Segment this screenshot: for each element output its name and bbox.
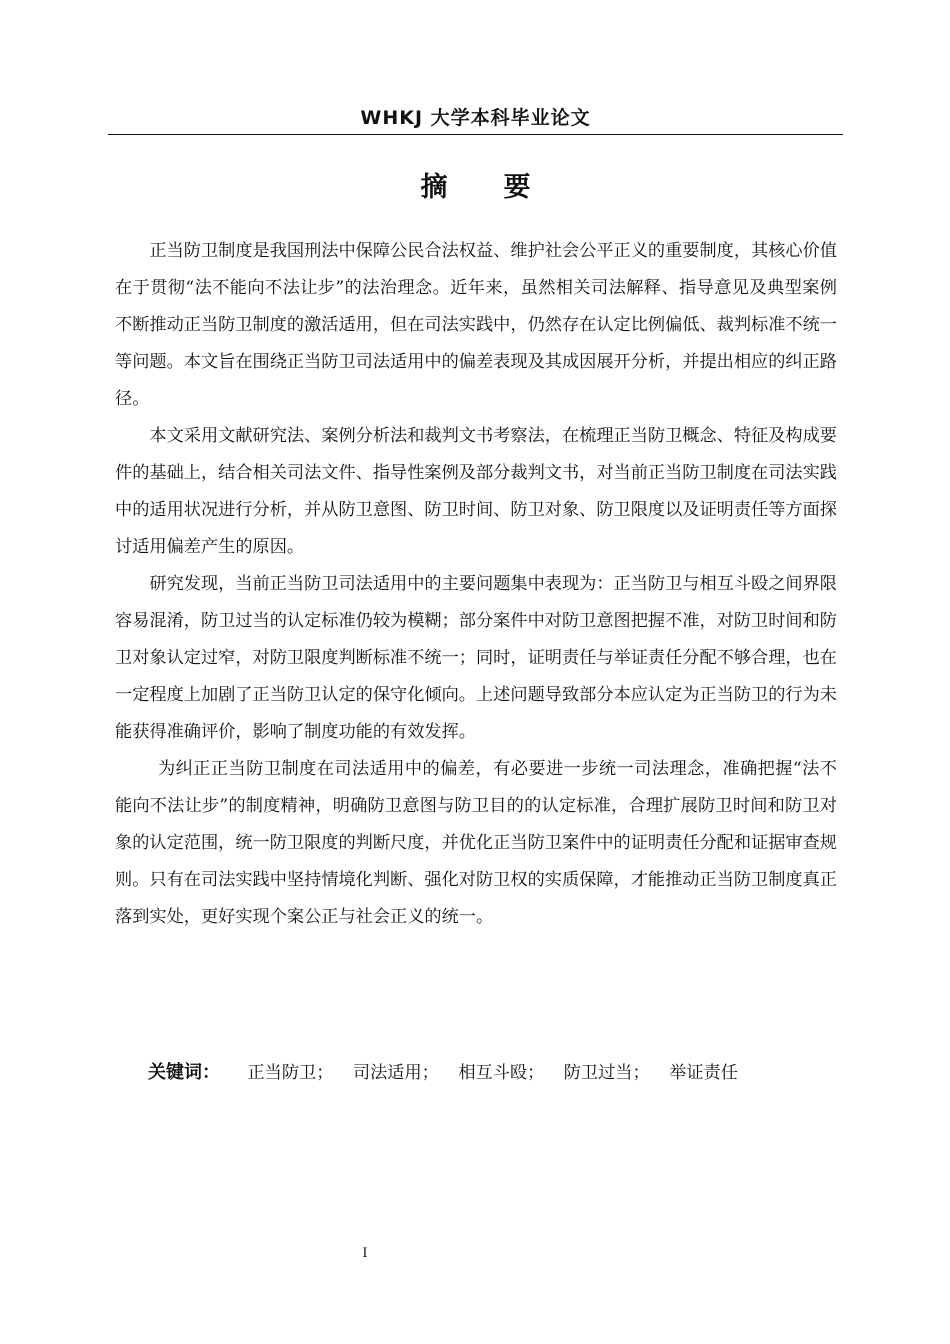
abstract-paragraph: 正当防卫制度是我国刑法中保障公民合法权益、维护社会公平正义的重要制度，其核心价值在于贯彻“法不能向不法让步”的法治理念。近年来，虽然相关司法解释、指导意见及典型案例不断推动正当防卫制度的激活适用，但在司法实践中，仍然存在认定比例偏低、裁判标准不统一等问题。本文旨在围绕正当防卫司法适用中的偏差表现及其成因展开分析，并提出相应的纠正路径。	[115, 241, 837, 409]
keyword-item: 防卫过当；	[563, 1063, 650, 1083]
abstract-paragraph: 为纠正正当防卫制度在司法适用中的偏差，有必要进一步统一司法理念，准确把握“法不能向不法让步”的制度精神，明确防卫意图与防卫目的的认定标准，合理扩展防卫时间和防卫对象的认定范围，统一防卫限度的判断尺度，并优化正当防卫案件中的证明责任分配和证据审查规则。只有在司法实践中坚持情境化判断、强化对防卫权的实质保障，才能推动正当防卫制度真正落到实处，更好实现个案公正与社会正义的统一。	[115, 759, 837, 927]
abstract-body	[115, 233, 837, 936]
header-divider	[108, 134, 843, 135]
abstract-paragraph: 研究发现，当前正当防卫司法适用中的主要问题集中表现为：正当防卫与相互斗殴之间界限容易混淆，防卫过当的认定标准仍较为模糊；部分案件中对防卫意图把握不准，对防卫时间和防卫对象认定过窄，对防卫限度判断标准不统一；同时，证明责任与举证责任分配不够合理，也在一定程度上加剧了正当防卫认定的保守化倾向。上述问题导致部分本应认定为正当防卫的行为未能获得准确评价，影响了制度功能的有效发挥。	[115, 574, 837, 742]
keywords-label: 关键词：	[148, 1062, 220, 1083]
abstract-title: 摘要	[420, 172, 587, 203]
running-header: WHKJ 大学本科毕业论文	[360, 107, 591, 129]
abstract-paragraph: 本文采用文献研究法、案例分析法和裁判文书考察法，在梳理正当防卫概念、特征及构成要件的基础上，结合相关司法文件、指导性案例及部分裁判文书，对当前正当防卫制度在司法实践中的适用状况进行分析，并从防卫意图、防卫时间、防卫对象、防卫限度以及证明责任等方面探讨适用偏差产生的原因。	[115, 426, 837, 557]
page-number: I	[362, 1246, 368, 1261]
keyword-item: 司法适用；	[352, 1063, 439, 1083]
keywords-line	[148, 1054, 848, 1092]
keyword-item: 正当防卫；	[247, 1063, 334, 1083]
keyword-item: 相互斗殴；	[458, 1063, 545, 1083]
keyword-item: 举证责任	[669, 1063, 738, 1083]
